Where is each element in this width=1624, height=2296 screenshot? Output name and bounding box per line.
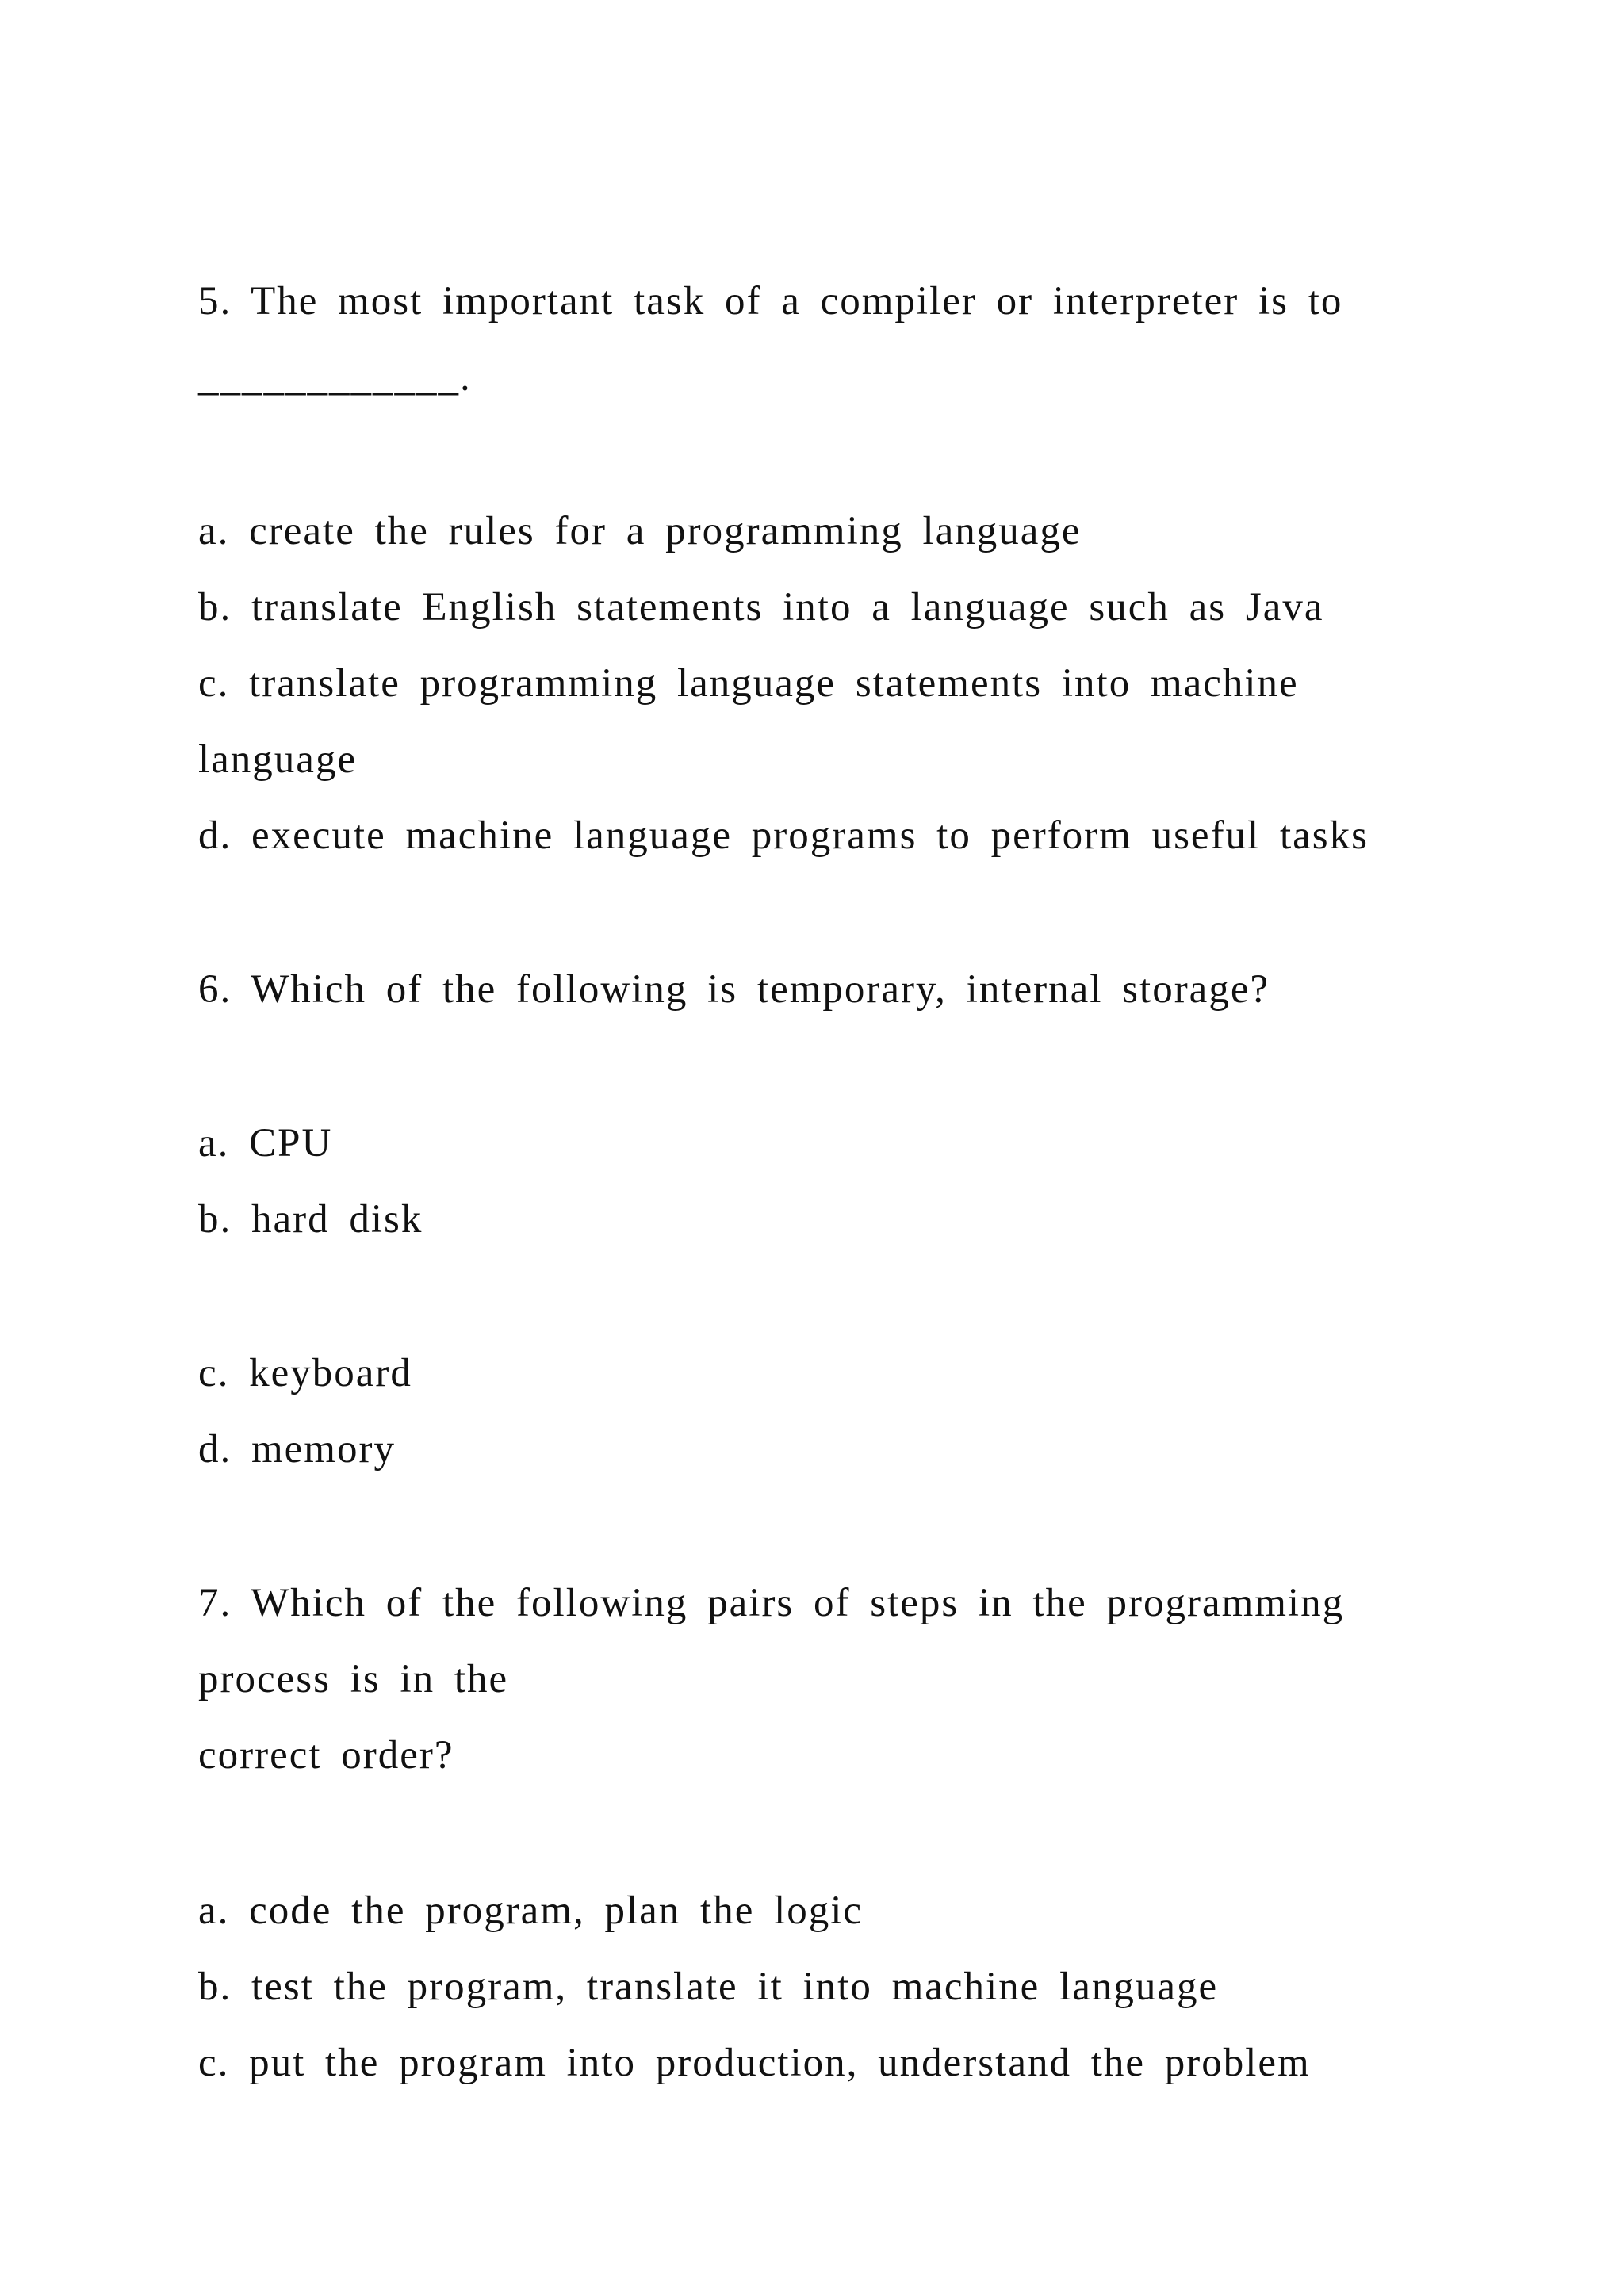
question-7-option-a: a. code the program, plan the logic	[198, 1888, 864, 1933]
question-5-option-c: c. translate programming language statements into machine	[198, 661, 1299, 706]
question-5-stem-line-2: ____________.	[198, 355, 472, 400]
question-6-option-c: c. keyboard	[198, 1351, 412, 1395]
question-5-option-b: b. translate English statements into a language such as Java	[198, 585, 1324, 629]
question-5-stem-line-1: 5. The most important task of a compiler or interpreter is to	[198, 279, 1343, 323]
question-5-option-a: a. create the rules for a programming language	[198, 509, 1082, 553]
question-7-stem-line-1: 7. Which of the following pairs of steps in the programming	[198, 1581, 1345, 1625]
question-6-option-d: d. memory	[198, 1427, 396, 1471]
question-7-stem-line-3: correct order?	[198, 1733, 454, 1777]
question-7-option-b: b. test the program, translate it into machine language	[198, 1965, 1219, 2009]
question-6-option-b: b. hard disk	[198, 1197, 423, 1242]
question-6-stem: 6. Which of the following is temporary, internal storage?	[198, 967, 1270, 1012]
question-7-stem-line-2: process is in the	[198, 1657, 509, 1701]
question-5-option-c-continued: language	[198, 737, 358, 782]
question-6-option-a: a. CPU	[198, 1121, 333, 1165]
question-5-option-d: d. execute machine language programs to perform useful tasks	[198, 813, 1369, 858]
question-7-option-c: c. put the program into production, understand the problem	[198, 2041, 1311, 2085]
